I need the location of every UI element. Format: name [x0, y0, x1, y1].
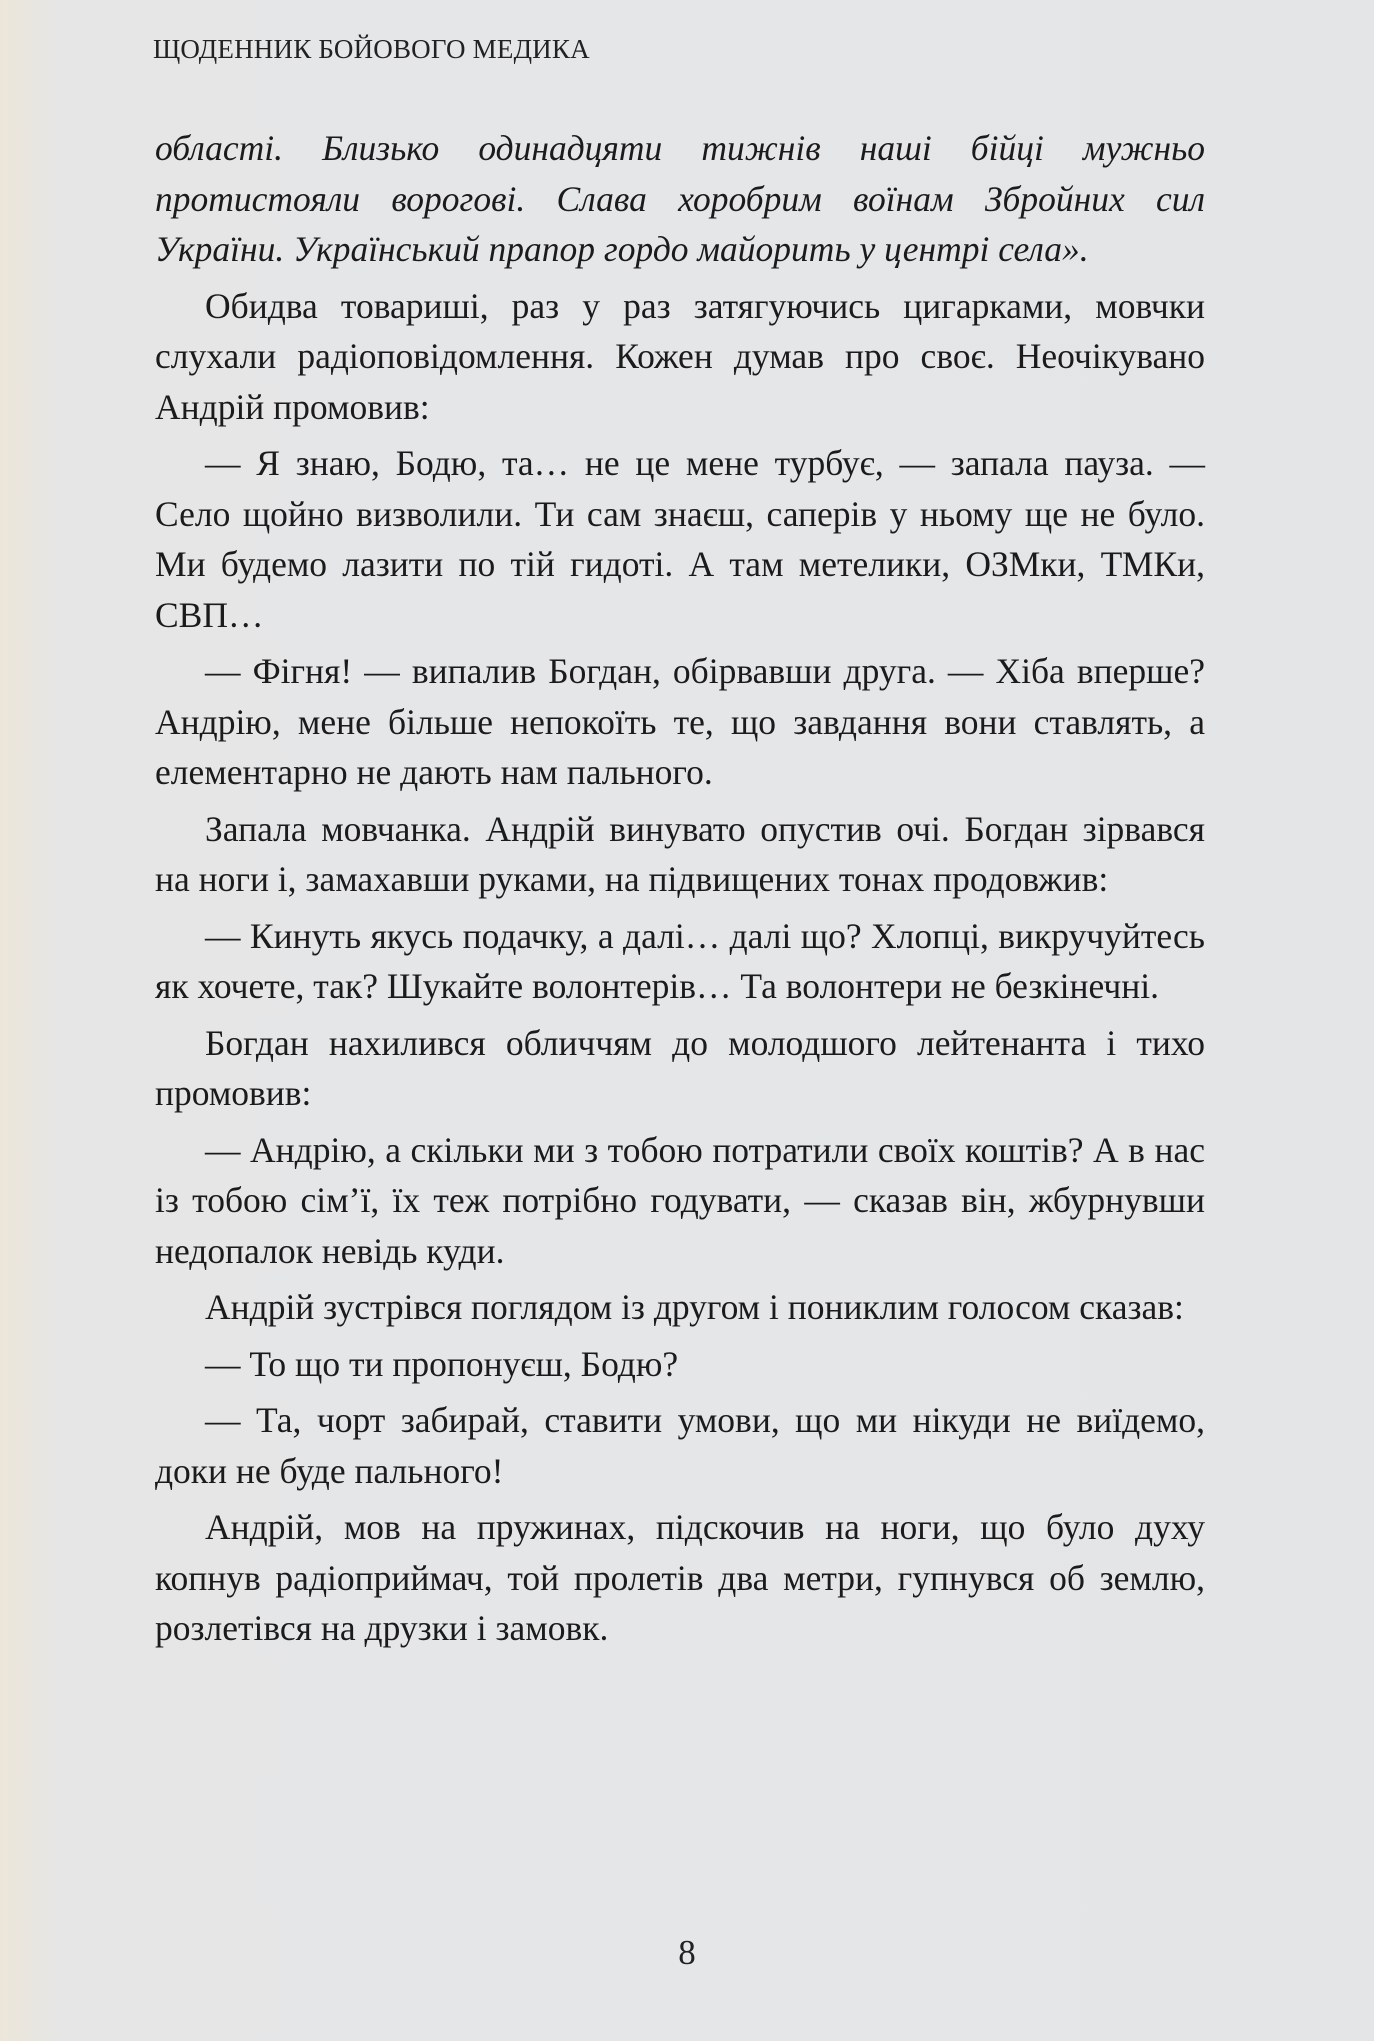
paragraph-dialogue: — Та, чорт забирай, ставити умови, що ми нікуди не виїдемо, доки не буде пального!	[155, 1400, 1205, 1491]
paragraph-dialogue: — То що ти пропонуєш, Бодю?	[205, 1343, 679, 1384]
page-number: 8	[678, 1933, 696, 1972]
paragraph: Запала мовчанка. Андрій винувато опустив очі. Богдан зірвався на ноги і, замахавши руками, на підвищених тонах продовжив:	[155, 808, 1205, 899]
paragraph-dialogue: — Фігня! — випалив Богдан, обірвавши друга. — Хіба вперше? Андрію, мене більше непокоїть те, що завдання вони ставлять, а елементарно не дають нам пального.	[155, 651, 1205, 792]
paragraph: Андрій зустрівся поглядом із другом і пониклим голосом сказав:	[205, 1287, 1184, 1327]
paragraph: Обидва товариші, раз у раз затягуючись цигарками, мовчки слухали радіоповідомлення. Кожен думав про своє. Неочікувано Андрій промовив:	[155, 285, 1205, 427]
paragraph: Андрій, мов на пружинах, підскочив на ноги, що було духу копнув радіоприймач, той пролетів два метри, гупнувся об землю, розлетівся на друзки і замовк.	[155, 1507, 1205, 1648]
paragraph-quote-ending: області. Близько одинадцяти тижнів наші бійці мужньо протистояли ворогові. Слава хоробрим воїнам Збройних сил України. Український прапор гордо майорить у центрі села».	[155, 128, 1205, 269]
running-head: ЩОДЕННИК БОЙОВОГО МЕДИКА	[153, 34, 590, 64]
paragraph-dialogue: — Я знаю, Бодю, та… не це мене турбує, — запала пауза. — Село щойно визволили. Ти сам знаєш, саперів у ньому ще не було. Ми будемо лазити по тій гидоті. А там метелики, ОЗМки, ТМКи, СВП…	[155, 443, 1205, 635]
body-text	[155, 123, 1205, 1654]
paragraph-dialogue: — Кинуть якусь подачку, а далі… далі що? Хлопці, викручуйтесь як хочете, так? Шукайте волонтерів… Та волонтери не безкінечні.	[155, 915, 1205, 1006]
paragraph: Богдан нахилився обличчям до молодшого лейтенанта і тихо промовив:	[155, 1022, 1205, 1113]
paragraph-dialogue: — Андрію, а скільки ми з тобою потратили своїх коштів? А в нас із тобою сім’ї, їх теж потрібно годувати, — сказав він, жбурнувши недопалок невідь куди.	[155, 1129, 1205, 1271]
